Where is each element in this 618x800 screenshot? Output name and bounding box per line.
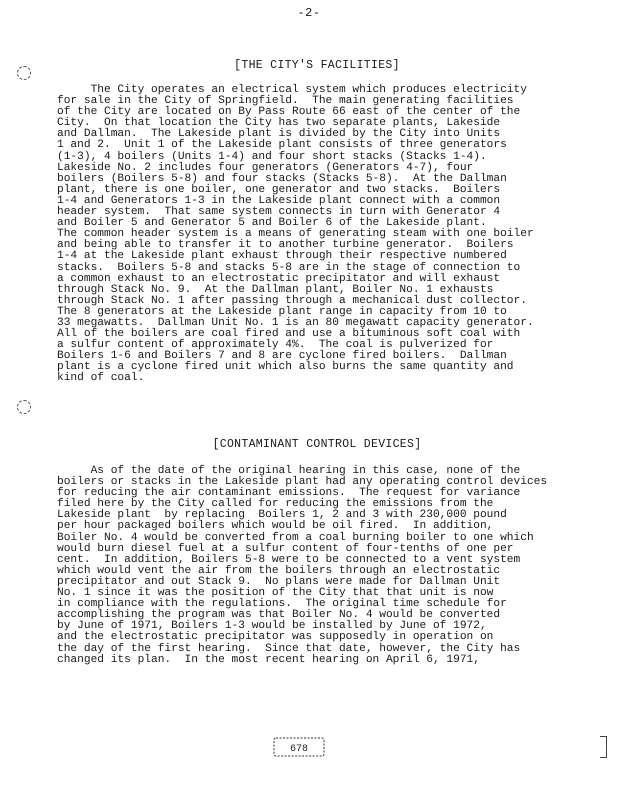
text-line: of the City are located on By Pass Route 66 east of the center of the bbox=[57, 106, 521, 119]
text-line: No. 1 since it was the position of the City that that unit is now bbox=[57, 587, 494, 600]
text-line: would burn diesel fuel at a sulfur content of four-tenths of one per bbox=[57, 542, 514, 555]
text-line: plant, there is one boiler, one generator and two stacks. Boilers bbox=[57, 183, 501, 196]
text-line: a common exhaust to an electrostatic precipitator and will exhaust bbox=[57, 272, 501, 285]
text-line: the day of the first hearing. Since that date, however, the City has bbox=[57, 642, 521, 655]
text-line: City. On that location the City has two separate plants, Lakeside bbox=[57, 117, 501, 130]
text-line: All of the boilers are coal fired and use a bituminous soft coal with bbox=[57, 328, 521, 341]
text-line: As of the date of the original hearing in this case, none of the bbox=[57, 465, 521, 477]
text-line: Lakeside No. 2 includes four generators (Generators 4-7), four bbox=[57, 161, 474, 174]
text-line: through Stack No. 9. At the Dallman plant, Boiler No. 1 exhausts bbox=[57, 283, 494, 296]
punch-hole-mark bbox=[17, 400, 31, 414]
margin-bracket-mark bbox=[600, 736, 607, 758]
text-line: (1-3), 4 boilers (Units 1-4) and four short stacks (Stacks 1-4). bbox=[57, 150, 487, 163]
text-line: through Stack No. 1 after passing through a mechanical dust collector. bbox=[57, 294, 527, 307]
text-line: filed here by the City called for reducing the emissions from the bbox=[57, 498, 494, 511]
text-line: boilers or stacks in the Lakeside plant had any operating control devices bbox=[57, 476, 548, 489]
text-line: and being able to transfer it to another turbine generator. Boilers bbox=[57, 239, 514, 252]
document-stamp bbox=[272, 735, 326, 759]
text-line: 1-4 at the Lakeside plant exhaust through their respective numbered bbox=[57, 250, 507, 263]
text-line: The 8 generators at the Lakeside plant range in capacity from 10 to bbox=[57, 305, 507, 318]
text-line: which would vent the air from the boilers through an electrostatic bbox=[57, 564, 501, 577]
text-line: header system. That same system connects in turn with Generator 4 bbox=[57, 206, 501, 219]
text-line: Boiler No. 4 would be converted from a coal burning boiler to one which bbox=[57, 531, 534, 544]
page-number: -2- bbox=[297, 6, 321, 20]
stamp-number: 678 bbox=[289, 744, 309, 755]
text-line: 1 and 2. Unit 1 of the Lakeside plant consists of three generators bbox=[57, 139, 507, 152]
text-line: Lakeside plant by replacing Boilers 1, 2 and 3 with 230,000 pound bbox=[57, 509, 507, 522]
paragraph-contaminant-control bbox=[57, 466, 587, 666]
text-line: stacks. Boilers 5-8 and stacks 5-8 are in the stage of connection to bbox=[57, 261, 521, 274]
text-line: changed its plan. In the most recent hearing on April 6, 1971, bbox=[57, 653, 480, 666]
text-line: accomplishing the program was that Boiler No. 4 would be converted bbox=[57, 609, 501, 622]
text-line: plant is a cyclone fired unit which also burns the same quantity and bbox=[57, 361, 514, 374]
text-line: by June of 1971, Boilers 1-3 would be installed by June of 1972, bbox=[57, 620, 487, 633]
section-heading-contaminant-control: [CONTAMINANT CONTROL DEVICES] bbox=[212, 438, 422, 451]
text-line: cent. In addition, Boilers 5-8 were to be connected to a vent system bbox=[57, 553, 521, 566]
text-line: and Dallman. The Lakeside plant is divided by the City into Units bbox=[57, 128, 501, 141]
text-line: The common header system is a means of generating steam with one boiler bbox=[57, 228, 534, 241]
text-line: boilers (Boilers 5-8) and four stacks (Stacks 5-8). At the Dallman bbox=[57, 172, 507, 185]
text-line: for reducing the air contaminant emissions. The request for variance bbox=[57, 487, 521, 500]
text-line: for sale in the City of Springfield. The main generating facilities bbox=[57, 95, 514, 108]
text-line: per hour packaged boilers which would be oil fired. In addition, bbox=[57, 520, 494, 533]
text-line: 1-4 and Generators 1-3 in the Lakeside plant connect with a common bbox=[57, 194, 501, 207]
text-line: in compliance with the regulations. The original time schedule for bbox=[57, 598, 507, 611]
text-line: precipitator and out Stack 9. No plans were made for Dallman Unit bbox=[57, 575, 501, 588]
text-line: 33 megawatts. Dallman Unit No. 1 is an 80 megawatt capacity generator. bbox=[57, 316, 534, 329]
text-line: and the electrostatic precipitator was supposedly in operation on bbox=[57, 631, 494, 644]
text-line: The City operates an electrical system which produces electricity bbox=[57, 84, 527, 96]
text-line: kind of coal. bbox=[57, 372, 145, 385]
section-heading-facilities: [THE CITY'S FACILITIES] bbox=[234, 59, 400, 72]
text-line: a sulfur content of approximately 4%. The coal is pulverized for bbox=[57, 339, 494, 352]
text-line: Boilers 1-6 and Boilers 7 and 8 are cyclone fired boilers. Dallman bbox=[57, 350, 507, 363]
text-line: and Boiler 5 and Generator 5 and Boiler 6 of the Lakeside plant. bbox=[57, 217, 487, 230]
paragraph-facilities bbox=[57, 85, 587, 385]
